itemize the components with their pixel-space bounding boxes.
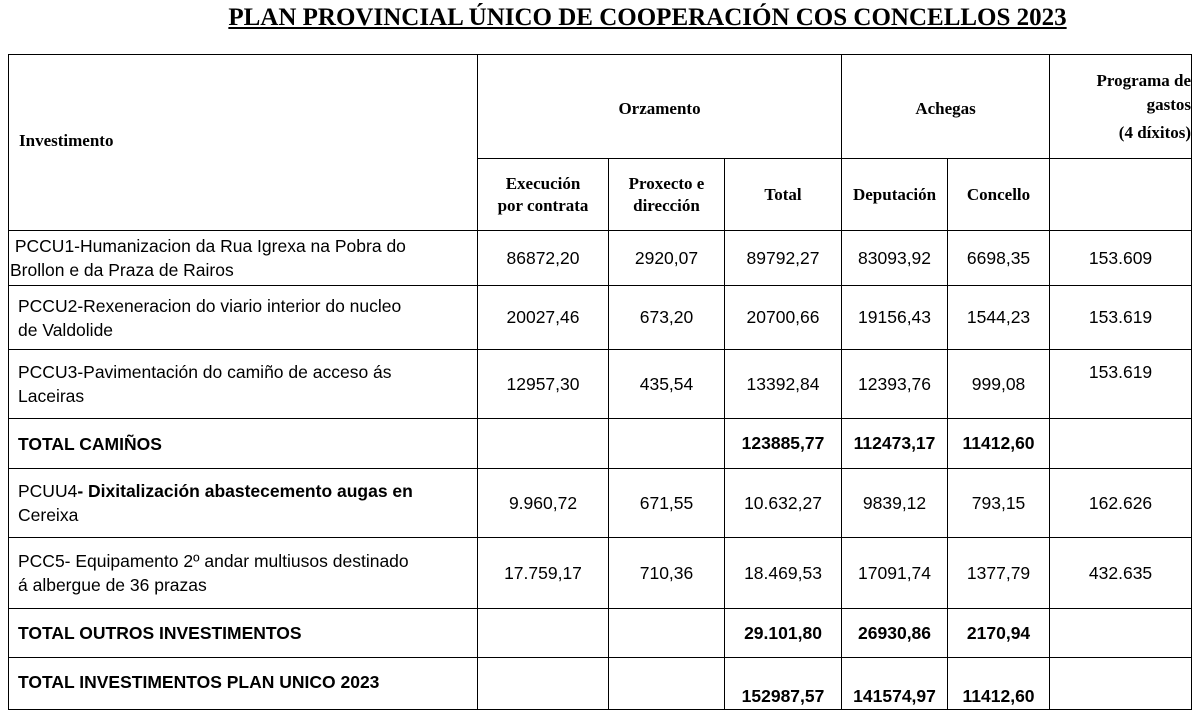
- cell-concello: 1544,23: [948, 286, 1050, 350]
- row-description-line2: Cereixa: [18, 505, 79, 525]
- row-description-text: - Dixitalización abastecemento augas en: [77, 481, 413, 501]
- row-description-line2: Laceiras: [18, 386, 85, 406]
- cell-total: 29.101,80: [725, 609, 842, 658]
- cell-total: 152987,57: [725, 658, 842, 710]
- cell-concello: 793,15: [948, 469, 1050, 538]
- cell-total: 10.632,27: [725, 469, 842, 538]
- cell-proxecto: 2920,07: [609, 231, 725, 286]
- cell-proxecto: 435,54: [609, 350, 725, 419]
- cell-total: 13392,84: [725, 350, 842, 419]
- header-proxecto: [609, 159, 725, 231]
- grand-total-row: [9, 658, 1192, 710]
- cell-deputacion: 141574,97: [842, 658, 948, 710]
- header-proxecto-line1: Proxecto e: [628, 173, 705, 193]
- cell-concello: 999,08: [948, 350, 1050, 419]
- row-description-line1: PCCU1-Humanizacion da Rua Igrexa na Pobra do: [10, 236, 406, 256]
- row-description-line1: PCC5- Equipamento 2º andar multiusos destinado: [18, 551, 409, 571]
- table-row: [9, 286, 1192, 350]
- cell-programa: [1050, 658, 1192, 710]
- cell-programa: 153.609: [1050, 231, 1192, 286]
- cell-deputacion: 19156,43: [842, 286, 948, 350]
- cell-execucion: 20027,46: [478, 286, 609, 350]
- cell-deputacion: 12393,76: [842, 350, 948, 419]
- cell-programa: 153.619: [1050, 286, 1192, 350]
- cell-programa: 153.619: [1050, 350, 1192, 419]
- cell-total: 89792,27: [725, 231, 842, 286]
- investment-table: [8, 54, 1192, 710]
- cell-proxecto: [609, 609, 725, 658]
- header-empty-cell: [1050, 159, 1192, 231]
- header-programa-line2: gastos: [1146, 95, 1192, 114]
- row-description: [9, 231, 478, 286]
- row-description-line2: Brollon e da Praza de Rairos: [10, 260, 234, 280]
- row-description-line1: PCCU2-Rexeneracion do viario interior do nucleo: [18, 295, 402, 316]
- header-total: Total: [725, 159, 842, 231]
- table-row: [9, 538, 1192, 609]
- cell-programa: [1050, 419, 1192, 469]
- header-programa-line3: (4 díxitos): [1118, 123, 1192, 142]
- row-description: [9, 350, 478, 419]
- header-programa-line1: Programa de: [1096, 71, 1192, 90]
- cell-total: 18.469,53: [725, 538, 842, 609]
- header-row-top: [9, 55, 1192, 159]
- total-label: TOTAL OUTROS INVESTIMENTOS: [9, 609, 478, 658]
- total-row: [9, 609, 1192, 658]
- cell-total: 123885,77: [725, 419, 842, 469]
- row-description: [9, 469, 478, 538]
- header-proxecto-line2: dirección: [633, 195, 700, 215]
- cell-concello: 11412,60: [948, 658, 1050, 710]
- cell-proxecto: [609, 419, 725, 469]
- row-code: PCUU4: [18, 481, 78, 501]
- header-investimento: Investimento: [9, 55, 478, 231]
- row-description-line1: PCCU3-Pavimentación do camiño de acceso ás: [18, 362, 392, 382]
- cell-execucion: 9.960,72: [478, 469, 609, 538]
- cell-execucion: [478, 419, 609, 469]
- cell-programa: 432.635: [1050, 538, 1192, 609]
- header-execucion-line2: por contrata: [497, 195, 589, 215]
- header-programa: [1050, 55, 1192, 159]
- cell-deputacion: 83093,92: [842, 231, 948, 286]
- row-description: [9, 286, 478, 350]
- header-achegas: Achegas: [842, 55, 1050, 159]
- row-description-line2: de Valdolide: [18, 319, 114, 340]
- row-description: [9, 538, 478, 609]
- cell-execucion: 17.759,17: [478, 538, 609, 609]
- row-description-line1: [18, 479, 477, 503]
- table-row: [9, 231, 1192, 286]
- table-row: [9, 469, 1192, 538]
- cell-execucion: [478, 658, 609, 710]
- cell-execucion: [478, 609, 609, 658]
- cell-proxecto: [609, 658, 725, 710]
- cell-execucion: 86872,20: [478, 231, 609, 286]
- cell-concello: 11412,60: [948, 419, 1050, 469]
- cell-total: 20700,66: [725, 286, 842, 350]
- cell-concello: 1377,79: [948, 538, 1050, 609]
- total-row: [9, 419, 1192, 469]
- cell-proxecto: 673,20: [609, 286, 725, 350]
- grand-total-label: TOTAL INVESTIMENTOS PLAN UNICO 2023: [9, 658, 478, 710]
- total-label: TOTAL CAMIÑOS: [9, 419, 478, 469]
- cell-programa: 162.626: [1050, 469, 1192, 538]
- header-orzamento: Orzamento: [478, 55, 842, 159]
- cell-deputacion: 17091,74: [842, 538, 948, 609]
- table-row: [9, 350, 1192, 419]
- cell-concello: 2170,94: [948, 609, 1050, 658]
- header-deputacion: Deputación: [842, 159, 948, 231]
- header-execucion: [478, 159, 609, 231]
- row-description-line2: á albergue de 36 prazas: [18, 575, 207, 595]
- cell-concello: 6698,35: [948, 231, 1050, 286]
- header-execucion-line1: Execución: [505, 173, 581, 193]
- cell-deputacion: 112473,17: [842, 419, 948, 469]
- page-title: PLAN PROVINCIAL ÚNICO DE COOPERACIÓN COS CONCELLOS 2023: [228, 4, 1067, 31]
- cell-programa: [1050, 609, 1192, 658]
- cell-execucion: 12957,30: [478, 350, 609, 419]
- cell-proxecto: 671,55: [609, 469, 725, 538]
- cell-deputacion: 9839,12: [842, 469, 948, 538]
- header-concello: Concello: [948, 159, 1050, 231]
- cell-proxecto: 710,36: [609, 538, 725, 609]
- cell-deputacion: 26930,86: [842, 609, 948, 658]
